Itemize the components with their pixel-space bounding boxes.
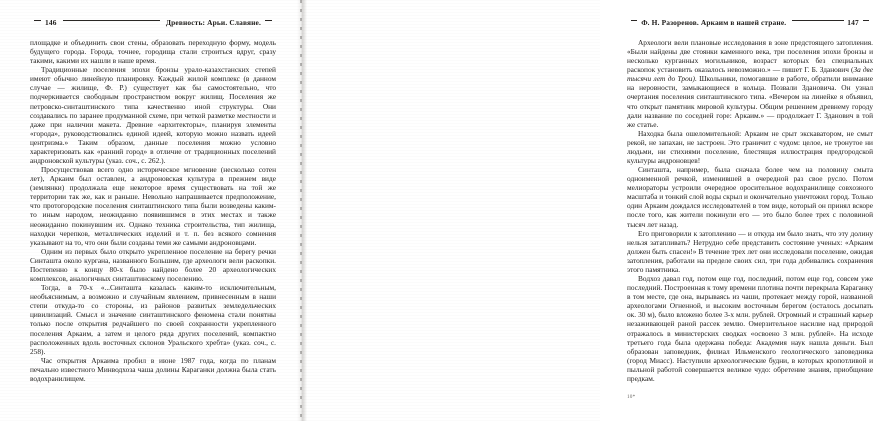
signature-mark: 10*	[627, 394, 636, 400]
text-run: . Школьники, помогавшие в работе, обратили внимание на неровности, замыкающиеся в кольца. Позвали Здановича. Он узнал очертания поселения синташтинского типа. «Вечером на линейке я объявил, что открыт памятник мировой культуры. Общим решением древнему городу дали название по соседней горе: Аркаим.» — продолжает Г. Зданович в той же статье.	[627, 74, 873, 129]
paragraph	[627, 229, 873, 274]
right-running-head-title: Ф. Н. Разоренов. Аркаим в нашей стране.	[641, 18, 787, 27]
paragraph: Одним из первых было открыто укрепленное поселение на берегу речки Синташта около кургана, названного Большим, где археологи вели раскопки. Постепенно к концу 80-х было найдено более 20 археологических комплексов, аналогичных синташтинскому поселению.	[30, 246, 276, 284]
paragraph: Тогда, в 70-х «...Синташта казалась каким-то исключительным, необъяснимым, а возможно и случайным явлением, привнесенным в наши степи откуда-то со стороны, из районов развитых земледельческих цивилизаций. Смысл и значение синташтинского феномена стали понятны только после открытия редчайшего по своей сохранности укрепленного поселения Аркаим, а затем и целого ряда других поселений, компактно расположенных вдоль восточных склонов Уральского хребта» (указ. соч., с. 258).	[30, 283, 276, 356]
running-head-rule	[63, 20, 160, 21]
paragraph: площадке и объединить свои стены, образовать переходную форму, модель будущего города. Города, точнее, городища стали строиться вдруг, сразу такими, какими их нашли в наше время.	[30, 38, 276, 66]
paragraph: Традиционные поселения эпохи бронзы урало-казахстанских степей имеют обычно линейную планировку. Каждый жилой комплекс (в данном случае — жилище, Ф. Р.) существует как бы самостоятельно, что подчеркивается свободным пространством вокруг жилищ. Поселения же петровско-синташтинского типа качественно иной структуры. Они создавались по заранее продуманной схеме, при четкой разметке местности и даже при наличии макета. Древние «архитекторы», планируя элементы «города», руководствовались единой идеей, которую можно назвать идеей центризма.» Таким образом, данные поселения можно условно характеризовать как «ранний город» в отличие от традиционных поселений андроновской культуры (указ. соч., с. 262.).	[30, 65, 276, 166]
paragraph	[627, 274, 873, 383]
paragraph	[627, 38, 873, 129]
paragraph: Час открытия Аркаима пробил в июне 1987 года, когда по планам печально известного Минводхоза чаша долины Караганки должна была стать водохранилищем.	[30, 355, 276, 383]
rule-dash-icon	[34, 20, 41, 21]
text-run: Синташта, например, была сначала более чем на половину смыта одноименной речкой, изменившей в очередной раз свое русло. Потом мелиораторы устроили очередное оросительное водохранилище совхозного масштаба и тонкий слой воды скрыл и окончательно уничтожил город. Только один Аркаим дождался исследователей в том виде, который он принял вскоре после того, как жители покинули его — это было более трех с половиной тысяч лет назад.	[627, 165, 873, 229]
rule-dash-icon	[631, 20, 637, 21]
running-head-rule	[792, 20, 844, 21]
left-page	[0, 0, 302, 421]
paragraph: Просуществовав всего одно историческое мгновение (несколько сотен лет), Аркаим был оставлен, а андроновская культура в прежнем виде (землянки) продолжала еще некоторое время существовать на той же территории так же, как и раньше. Невольно напрашивается предположение, что протогородские поселения синташтинского типа были возведены каким-то иным народом, неожиданно появившимся в этих местах и также неожиданно покинувшим их. Однако техника строительства, тип жилища, находки черепков, металлических изделий и т. п. без всякого сомнения указывают на то, что они были созданы теми же самыми андроновцами.	[30, 165, 276, 247]
left-text-column	[30, 38, 276, 383]
right-page-number: 147	[847, 18, 859, 27]
right-text-column	[627, 38, 873, 383]
left-page-number: 146	[45, 18, 57, 27]
paragraph	[627, 165, 873, 229]
left-running-head	[30, 18, 276, 27]
paragraph	[627, 129, 873, 165]
left-running-head-title: Древность: Арьи. Славяне.	[165, 18, 261, 27]
text-run: Находка была ошеломительной: Аркаим не срыт экскаватором, не смыт рекой, не запахан, не застроен. Это граничит с чудом: целое, не тронутое ни людьми, ни стихиями поселение, блестящая иллюстрация предгородской культуры андроновцев!	[627, 128, 873, 166]
rule-dash-icon	[863, 20, 869, 21]
text-run: Водхоз давал год, потом еще год, последний, потом еще год, совсем уже последний. Построенная к тому времени плотина почти перекрыла Караганку в том месте, где она, вырываясь из чаши, протекает между горой, названной археологами Огненной, и высоким восточным берегом (осталось досыпать ок. 30 м), было вложено более 3-х млн. рублей. Огромный и страшный карьер незаживающей раной рассек землю. Омерзительное насилие над природой отражалось в министерских сводках «освоено 3 млн. рублей». На исходе третьего года была одержана победа: Академия наук нашла деньги. Был образован заповедник, филиал Ильменского геологического заповедника (город Миасс). Наступили археологические будни, в которых кропотливой и пыльной работой совершается великое чудо: обретение знания, приобщение предкам.	[627, 274, 873, 383]
text-run: Археологи вели плановые исследования в зоне предстоящего затопления. «Были найдены две стоянки каменного века, три поселения эпохи бронзы и несколько курганных могильников, возраст которых без специальных раскопок установить оказалось невозможно.» — пишет Г. Б. Зданович (	[627, 38, 873, 75]
italic-run: За две тысячи лет до Трои)	[627, 65, 873, 84]
rule-dash-icon	[265, 20, 272, 21]
right-running-head	[627, 18, 873, 27]
right-page	[302, 0, 873, 421]
text-run: Его приговорили к затоплению — и откуда им было знать, что эту долину нельзя затапливать? Нетрудно себе представить состояние ученых: «Аркаим должен быть спасен!» В течение трех лет они исследовали поселение, ожидая затопления, работали на пределе своих сил, три года добивались сохранения этого памятника.	[627, 228, 873, 274]
